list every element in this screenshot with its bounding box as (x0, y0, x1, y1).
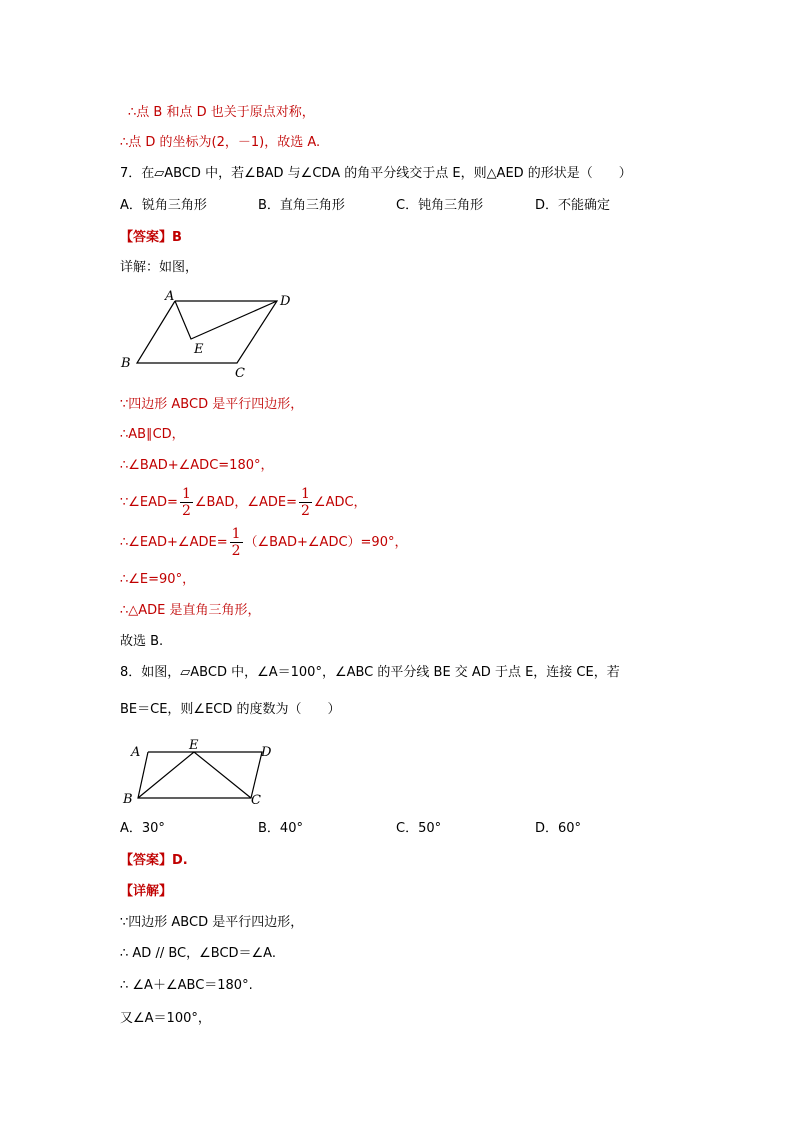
text-fragment: ∴∠EAD+∠ADE= (120, 535, 228, 550)
text-fragment: ∠BAD，∠ADE= (194, 495, 297, 510)
fig1-label-a: A (165, 289, 175, 304)
fig1-label-e: E (194, 342, 204, 357)
fig2-label-a: A (131, 745, 141, 760)
text-line: ∴点 B 和点 D 也关于原点对称， (128, 105, 315, 120)
q7-option-b: B．直角三角形 (258, 198, 345, 213)
text-line: ∴AB∥CD， (120, 427, 185, 442)
q7-option-c: C．钝角三角形 (396, 198, 484, 213)
text-line-fraction (120, 485, 367, 521)
text-line: ∴△ADE 是直角三角形， (120, 603, 261, 618)
question-7: 7．在▱ABCD 中，若∠BAD 与∠CDA 的角平分线交于点 E，则△AED 的形状是（ ） (120, 166, 632, 181)
text-line-fraction (120, 525, 407, 561)
fraction (180, 486, 193, 519)
fig1-label-b: B (121, 356, 131, 371)
fraction-numerator: 1 (231, 526, 241, 542)
text-line: 故选 B. (120, 634, 164, 649)
fraction-denominator: 2 (181, 503, 191, 519)
question-8-cont: BE＝CE，则∠ECD 的度数为（ ） (120, 702, 341, 717)
text-line: ∴ ∠A＋∠ABC＝180°. (120, 978, 253, 993)
fig2-label-b: B (123, 792, 133, 807)
fraction-numerator: 1 (301, 486, 310, 502)
q8-option-d: D．60° (535, 821, 582, 836)
text-fragment: 8．如图， (120, 665, 181, 680)
figure-2-parallelogram (115, 737, 285, 809)
answer-8: 【答案】D. (120, 853, 188, 868)
figure-1-parallelogram (115, 286, 305, 381)
text-fragment: ∵∠EAD= (120, 495, 178, 510)
fig2-label-e: E (189, 738, 199, 753)
fraction-numerator: 1 (181, 486, 191, 502)
q8-option-a: A．30° (120, 821, 165, 836)
fraction (299, 486, 312, 519)
text-line: ∵四边形 ABCD 是平行四边形， (120, 397, 304, 412)
question-8 (120, 663, 620, 683)
text-line: ∴∠BAD+∠ADC=180°， (120, 458, 274, 473)
text-fragment: ∠ADC， (313, 495, 367, 510)
q7-option-a: A．锐角三角形 (120, 198, 207, 213)
q8-option-c: C．50° (396, 821, 442, 836)
fig2-label-d: D (261, 745, 272, 760)
fraction-denominator: 2 (301, 503, 310, 519)
fig1-label-c: C (235, 366, 245, 381)
q7-option-d: D．不能确定 (535, 198, 611, 213)
detail-8-heading: 【详解】 (120, 884, 173, 899)
text-line: ∴点 D 的坐标为(2，－1)，故选 A. (120, 135, 321, 150)
text-line: ∴ AD // BC，∠BCD＝∠A. (120, 946, 276, 961)
fig1-label-d: D (280, 294, 291, 309)
fraction (230, 526, 243, 559)
q8-option-b: B．40° (258, 821, 303, 836)
text-fragment: （∠BAD+∠ADC）=90°， (244, 535, 408, 550)
fraction-denominator: 2 (231, 543, 241, 559)
text-line: 又∠A＝100°， (120, 1011, 211, 1026)
answer-7: 【答案】B (120, 230, 182, 245)
detail-7-heading: 详解：如图， (120, 260, 199, 275)
text-fragment: ▱ABCD 中，∠A＝100°，∠ABC 的平分线 BE 交 AD 于点 E，连接 CE，若 (180, 665, 620, 680)
text-line: ∵四边形 ABCD 是平行四边形， (120, 915, 304, 930)
fig2-label-c: C (251, 793, 261, 808)
text-line: ∴∠E=90°， (120, 572, 196, 587)
